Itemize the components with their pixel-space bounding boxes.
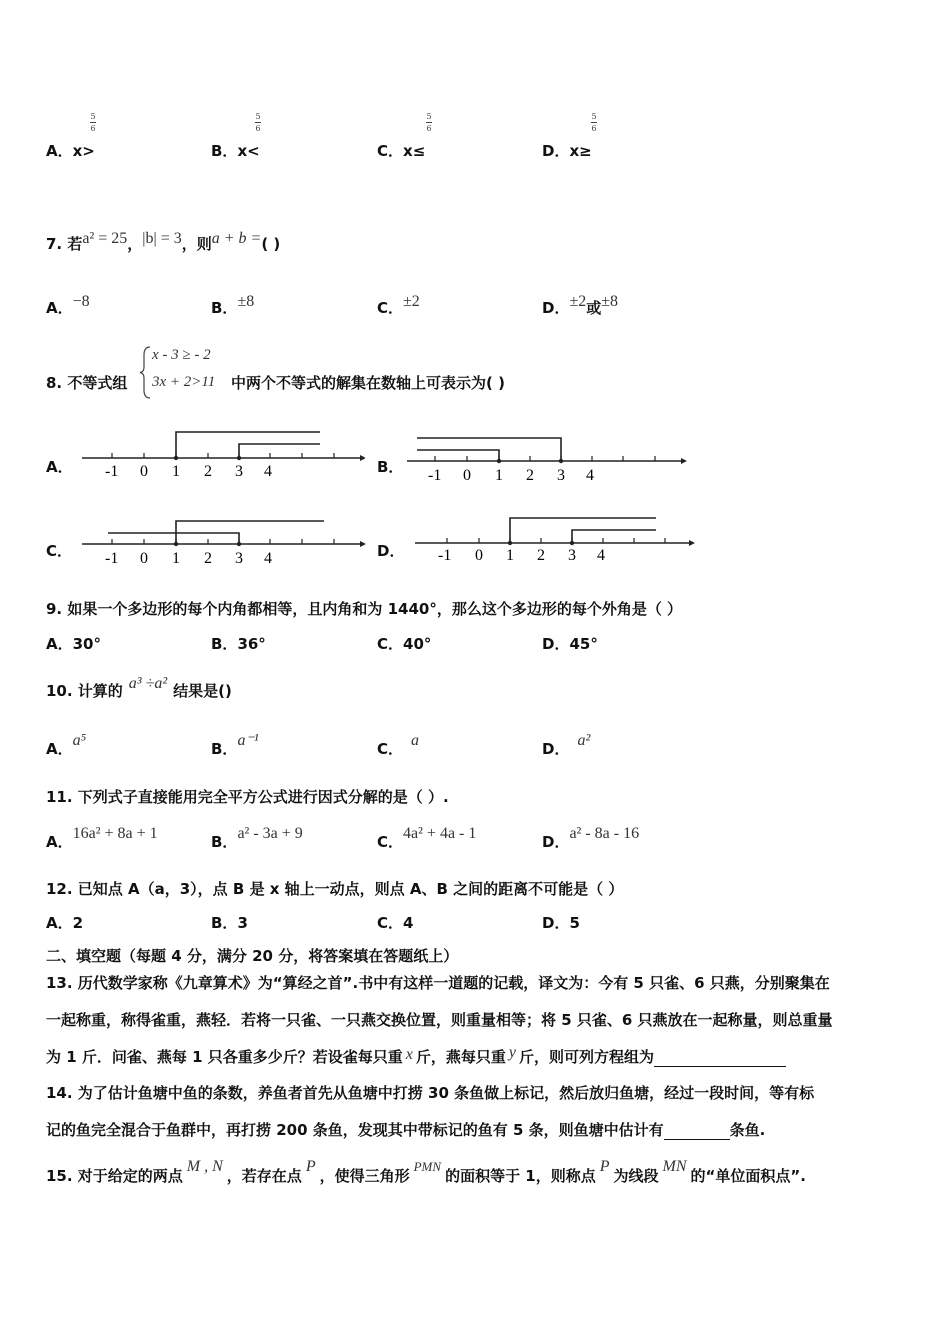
tick-label: 4 xyxy=(264,463,272,480)
option-letter: A． xyxy=(46,635,73,653)
answer-blank[interactable] xyxy=(664,1125,730,1140)
number-line-c xyxy=(80,513,370,569)
q8-option-b: B． xyxy=(377,458,404,476)
q11-option-d xyxy=(542,825,640,852)
q15-p4: 的面积等于 1，则称点 xyxy=(445,1167,596,1185)
option-text: 2 xyxy=(72,914,84,932)
q12-option-b xyxy=(211,912,248,933)
q15-pmn: PMN xyxy=(413,1159,442,1174)
number-line-b xyxy=(405,430,690,486)
section-title: 二、填空题（每题 4 分，满分 20 分，将答案填在答题纸上） xyxy=(46,947,459,965)
tick-label: 2 xyxy=(537,547,545,564)
option-letter: B． xyxy=(211,833,238,851)
q7-option-c xyxy=(377,293,420,318)
q12-option-d xyxy=(542,912,580,933)
q11-option-a xyxy=(46,825,158,852)
option-text: a xyxy=(411,732,420,749)
q7-expr: a + b = xyxy=(211,230,262,247)
option-text: x≥ xyxy=(569,142,592,160)
q12-option-c xyxy=(377,912,413,933)
q8-suffix: 中两个不等式的解集在数轴上可表示为( ) xyxy=(231,374,505,392)
q13-line3b: 斤，燕每只重 xyxy=(415,1048,506,1066)
q8-ineq2: 3x + 2>11 xyxy=(152,374,216,390)
q6-fraction-c xyxy=(426,112,432,133)
option-text: a² - 3a + 9 xyxy=(237,825,303,842)
q7-prefix: 7. 若 xyxy=(46,235,83,253)
q8-ineq1: x - 3 ≥ - 2 xyxy=(152,347,211,363)
q10-option-b xyxy=(211,732,259,759)
option-letter: D． xyxy=(542,914,570,932)
q7-option-d xyxy=(542,293,619,318)
q8-prefix: 8. 不等式组 xyxy=(46,374,128,392)
option-letter: B． xyxy=(211,740,238,758)
option-letter: A． xyxy=(46,833,73,851)
tick-label: 4 xyxy=(597,547,605,564)
q6-option-a xyxy=(46,140,95,161)
answer-blank[interactable] xyxy=(654,1052,786,1067)
q10-expr: a³ ÷a² xyxy=(128,675,168,692)
q7-option-b xyxy=(211,293,255,318)
tick-label: 3 xyxy=(557,467,565,484)
option-text: 3 xyxy=(237,914,248,932)
q15-p3: ，使得三角形 xyxy=(319,1167,410,1185)
tick-label: 1 xyxy=(172,463,180,480)
option-text: 4a² + 4a - 1 xyxy=(403,825,477,842)
option-text: 36° xyxy=(237,635,266,653)
frac-num: 5 xyxy=(255,112,261,121)
q15-mn: M , N xyxy=(186,1158,223,1175)
option-text: 5 xyxy=(569,914,580,932)
q15-seg: MN xyxy=(662,1158,687,1175)
option-letter: D． xyxy=(542,635,570,653)
option-text: 16a² + 8a + 1 xyxy=(72,825,158,842)
q7-option-a xyxy=(46,293,90,318)
q7-cond1: a² = 25 xyxy=(82,230,128,247)
frac-den: 6 xyxy=(591,124,597,133)
q9-option-d xyxy=(542,633,598,654)
q13-line3c: 斤，则可列方程组为 xyxy=(519,1048,655,1066)
q8-option-c: C． xyxy=(46,542,73,560)
q13-line2: 一起称重，称得雀重，燕轻．若将一只雀、一只燕交换位置，则重量相等；将 5 只雀、6 只燕放在一起称量，则总重量 xyxy=(46,1011,833,1029)
option-letter: B． xyxy=(211,142,238,160)
q15-p6: 的“单位面积点”. xyxy=(690,1167,806,1185)
q8-option-a: A． xyxy=(46,458,73,476)
q6-option-b xyxy=(211,140,260,161)
frac-den: 6 xyxy=(426,124,432,133)
tick-label: 0 xyxy=(463,467,471,484)
option-letter: B． xyxy=(211,299,238,317)
frac-num: 5 xyxy=(591,112,597,121)
q7-stem xyxy=(46,230,281,254)
tick-label: 3 xyxy=(235,463,243,480)
q15-p: P xyxy=(305,1158,316,1175)
q10-option-c xyxy=(377,732,420,759)
frac-num: 5 xyxy=(426,112,432,121)
q8-system-brace xyxy=(138,345,230,400)
tick-label: 2 xyxy=(204,550,212,567)
q13-line1: 13. 历代数学家称《九章算术》为“算经之首”.书中有这样一道题的记载，译文为：今有 5 只雀、6 只燕，分别聚集在 xyxy=(46,974,830,992)
tick-label: -1 xyxy=(105,463,119,480)
q10-stem xyxy=(46,675,232,701)
option-letter: B． xyxy=(211,914,238,932)
tick-label: -1 xyxy=(428,467,442,484)
q9-option-b xyxy=(211,633,266,654)
q9-option-a xyxy=(46,633,101,654)
q10-option-d xyxy=(542,732,591,759)
tick-label: -1 xyxy=(438,547,452,564)
q13-line3a: 为 1 斤．问雀、燕每 1 只各重多少斤？若设雀每只重 xyxy=(46,1048,403,1066)
option-letter: A． xyxy=(46,740,73,758)
option-text: 45° xyxy=(569,635,598,653)
q8-option-d: D． xyxy=(377,542,405,560)
option-text: x≤ xyxy=(403,142,426,160)
option-letter: D． xyxy=(542,142,570,160)
option-text: x< xyxy=(237,142,260,160)
option-letter: D． xyxy=(542,833,570,851)
option-text: a² xyxy=(577,732,591,749)
option-letter: C． xyxy=(377,635,404,653)
option-letter: B． xyxy=(211,635,238,653)
tick-label: 0 xyxy=(475,547,483,564)
tick-label: 3 xyxy=(235,550,243,567)
brace-icon xyxy=(138,345,152,400)
option-text: ±2 xyxy=(403,293,420,310)
option-letter: A． xyxy=(46,914,73,932)
q14-line1: 14. 为了估计鱼塘中鱼的条数，养鱼者首先从鱼塘中打捞 30 条鱼做上标记，然后放归鱼塘，经过一段时间，等有标 xyxy=(46,1084,815,1102)
q6-fraction-b xyxy=(255,112,261,133)
option-text: ±2 xyxy=(569,293,587,310)
tick-label: 2 xyxy=(204,463,212,480)
q15-p-2: P xyxy=(599,1158,610,1175)
q11-option-c xyxy=(377,825,477,852)
tick-label: 3 xyxy=(568,547,576,564)
option-text: 4 xyxy=(403,914,414,932)
q7-suffix: ( ) xyxy=(261,235,281,253)
option-text: a² - 8a - 16 xyxy=(569,825,640,842)
option-letter: C． xyxy=(377,914,404,932)
q7-cond2: |b| = 3 xyxy=(142,230,182,247)
option-letter: C． xyxy=(377,299,404,317)
q10-prefix: 10. 计算的 xyxy=(46,682,123,700)
q7-sep: ， xyxy=(127,235,143,253)
q7-mid: ，则 xyxy=(181,235,212,253)
q11-option-b xyxy=(211,825,303,852)
option-letter: C． xyxy=(377,740,404,758)
option-text: x> xyxy=(72,142,95,160)
option-letter: D． xyxy=(542,299,570,317)
q13-line3 xyxy=(46,1046,786,1067)
frac-den: 6 xyxy=(90,124,96,133)
q13-var-x: x xyxy=(405,1046,413,1063)
option-text: ±8 xyxy=(237,293,255,310)
q6-fraction-a xyxy=(90,112,96,133)
option-letter: C． xyxy=(377,142,404,160)
q10-suffix: 结果是() xyxy=(173,682,232,700)
q15-stem xyxy=(46,1158,806,1186)
option-letter: D． xyxy=(542,740,570,758)
option-joiner: 或 xyxy=(586,299,602,317)
option-letter: A． xyxy=(46,299,73,317)
q15-p1: 15. 对于给定的两点 xyxy=(46,1167,183,1185)
q6-fraction-d xyxy=(591,112,597,133)
option-text: 30° xyxy=(72,635,101,653)
option-text: a⁻¹ xyxy=(237,732,259,749)
q12-stem: 12. 已知点 A（a，3），点 B 是 x 轴上一动点，则点 A、B 之间的距离不可能是（ ） xyxy=(46,880,624,898)
option-text: a⁵ xyxy=(72,732,87,749)
q6-option-d xyxy=(542,140,592,161)
q6-option-c xyxy=(377,140,425,161)
q15-p5: 为线段 xyxy=(613,1167,659,1185)
q14-line2 xyxy=(46,1119,765,1140)
q13-var-y: y xyxy=(508,1044,516,1061)
q14-line2a: 记的鱼完全混合于鱼群中，再打捞 200 条鱼，发现其中带标记的鱼有 5 条，则鱼塘中估计有 xyxy=(46,1121,664,1139)
q11-stem: 11. 下列式子直接能用完全平方公式进行因式分解的是（ ）. xyxy=(46,788,449,806)
q9-stem: 9. 如果一个多边形的每个内角都相等，且内角和为 1440°，那么这个多边形的每个外角是（ ） xyxy=(46,600,683,618)
frac-den: 6 xyxy=(255,124,261,133)
number-line-a xyxy=(80,428,365,484)
q10-option-a xyxy=(46,732,87,759)
option-letter: A． xyxy=(46,142,73,160)
tick-label: 0 xyxy=(140,550,148,567)
q9-option-c xyxy=(377,633,431,654)
tick-label: 0 xyxy=(140,463,148,480)
tick-label: -1 xyxy=(105,550,119,567)
tick-label: 2 xyxy=(526,467,534,484)
option-text2: ±8 xyxy=(601,293,619,310)
tick-label: 1 xyxy=(172,550,180,567)
frac-num: 5 xyxy=(90,112,96,121)
tick-label: 4 xyxy=(264,550,272,567)
tick-label: 1 xyxy=(506,547,514,564)
tick-label: 4 xyxy=(586,467,594,484)
option-text: 40° xyxy=(403,635,432,653)
option-letter: C． xyxy=(377,833,404,851)
option-text: −8 xyxy=(72,293,90,310)
number-line-d xyxy=(413,510,698,566)
tick-label: 1 xyxy=(495,467,503,484)
q12-option-a xyxy=(46,912,83,933)
q15-p2: ，若存在点 xyxy=(226,1167,302,1185)
q14-line2b: 条鱼. xyxy=(729,1121,766,1139)
